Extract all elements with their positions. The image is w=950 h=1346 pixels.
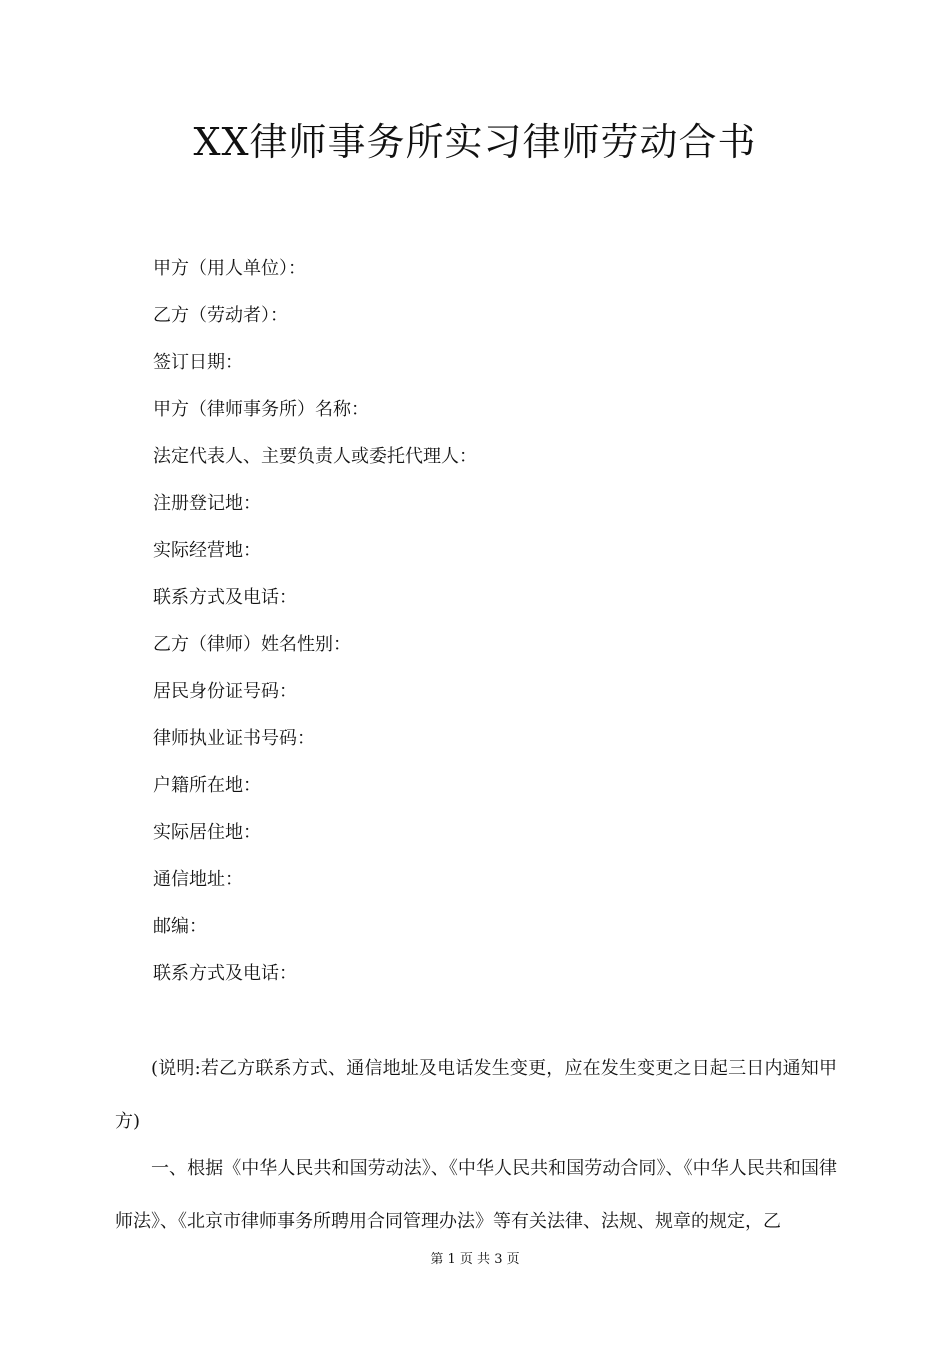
field-legal-representative: 法定代表人、主要负责人或委托代理人：	[153, 446, 477, 467]
field-firm-contact: 联系方式及电话：	[153, 587, 297, 608]
change-notice-paragraph: (说明:若乙方联系方式、通信地址及电话发生变更，应在发生变更之日起三日内通知甲方)	[115, 1058, 837, 1132]
field-party-b: 乙方（劳动者）：	[153, 305, 288, 326]
field-lawyer-name-gender: 乙方（律师）姓名性别：	[153, 634, 351, 655]
page-footer: 第 1 页 共 3 页	[430, 1252, 520, 1267]
field-sign-date: 签订日期：	[153, 352, 243, 373]
field-party-a: 甲方（用人单位）：	[153, 258, 306, 279]
field-firm-name: 甲方（律师事务所）名称：	[153, 399, 369, 420]
field-license-number: 律师执业证书号码：	[153, 728, 315, 749]
field-residence: 实际居住地：	[153, 822, 261, 843]
field-postcode: 邮编：	[153, 916, 207, 937]
field-lawyer-contact: 联系方式及电话：	[153, 963, 297, 984]
field-id-number: 居民身份证号码：	[153, 681, 297, 702]
document-title: XX律师事务所实习律师劳动合书	[193, 120, 757, 164]
field-registered-address: 注册登记地：	[153, 493, 261, 514]
field-business-address: 实际经营地：	[153, 540, 261, 561]
field-household-registration: 户籍所在地：	[153, 775, 261, 796]
field-mailing-address: 通信地址：	[153, 869, 243, 890]
party-info-list	[153, 252, 853, 1004]
clause-1-paragraph: 一、根据《中华人民共和国劳动法》、《中华人民共和国劳动合同》、《中华人民共和国律师法》、《北京市律师事务所聘用合同管理办法》等有关法律、法规、规章的规定，乙	[115, 1158, 837, 1232]
